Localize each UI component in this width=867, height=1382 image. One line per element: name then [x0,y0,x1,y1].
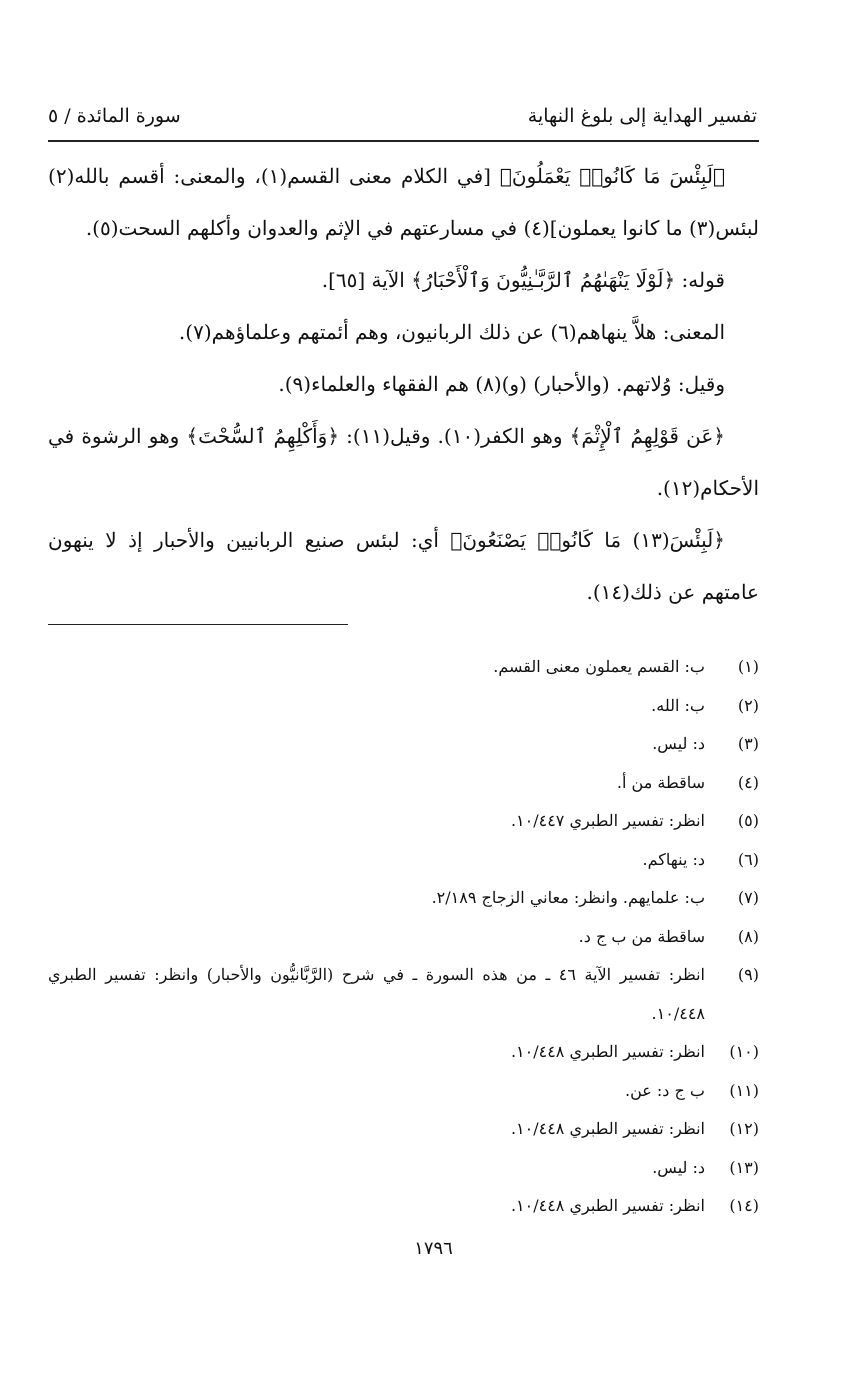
page-number: ١٧٩٦ [414,1238,453,1259]
footnote-number: (٩) [737,965,759,984]
footnote-text: ب: علمايهم. وانظر: معاني الزجاج ٢/١٨٩. [431,888,705,907]
footnote-item [48,879,759,918]
footnote-text: انظر: تفسير الطبري ١٠/٤٤٨. [510,1042,705,1061]
footnote-number: (٣) [737,734,759,753]
footnote-number: (١٤) [729,1196,759,1215]
footnote-text: ب ج د: عن. [625,1080,705,1100]
footnote-number: (١) [737,657,759,676]
footnote-number: (١١) [729,1080,759,1100]
footnote-item [48,802,759,841]
paragraph: ﴿عَن قَوْلِهِمُ ٱلْإِثْمَ﴾ وهو الكفر(١٠). وقيل(١١): ﴿وَأَكْلِهِمُ ٱلسُّحْتَ﴾ وهو الرشوة في الأحكام(١٢). [48,424,759,500]
footnote-number: (٥) [737,811,759,830]
footnote-text: د: ليس. [652,734,705,753]
footnote-item [48,687,759,726]
paragraph: المعنى: هلاَّ ينهاهم(٦) عن ذلك الربانيون، وهم أئمتهم وعلماؤهم(٧). [178,320,725,344]
footnote-item [48,648,759,687]
footnote-item [48,956,759,1033]
paragraph: قوله: ﴿لَوْلَا يَنْهَىٰهُمُ ٱلرَّبَّـٰنِيُّونَ وَٱلْأَحْبَارُ﴾ الآية [٦٥]. [321,268,725,292]
book-title: تفسير الهداية إلى بلوغ النهاية [527,105,757,127]
footnote-number: (٦) [737,849,759,869]
footnote-item [48,725,759,764]
header-divider [48,140,759,142]
footnote-number: (٧) [737,888,759,907]
footnote-text: ب: الله. [651,695,705,715]
footnote-number: (٨) [737,926,759,946]
footnote-text: ساقطة من ب ج د. [578,926,705,946]
surah-label: سورة المائدة / ٥ [48,105,181,127]
footnote-number: (٢) [737,695,759,715]
paragraph: ﴿لَبِئْسَ مَا كَانُوا۟ يَعْمَلُونَ﴾ [في الكلام معنى القسم(١)، والمعنى: أقسم بالله(٢) لبئس(٣) ما كانوا يعملون](٤) في مسارعتهم في الإثم والعدوان وأكلهم السحت(٥). [48,164,759,240]
footnote-number: (١٣) [729,1157,759,1177]
footnote-number: (٤) [737,772,759,792]
footnote-text: انظر: تفسير الطبري ١٠/٤٤٨. [510,1119,705,1138]
footnote-text: انظر: تفسير الآية ٤٦ ـ من هذه السورة ـ في شرح (الرَّبَّانيُّون والأحبار) وانظر: تفسير الطبري ١٠/٤٤٨. [48,965,705,1023]
main-text [48,150,759,618]
footnote-text: ب: القسم يعملون معنى القسم. [493,657,705,676]
footnote-number: (١٠) [729,1042,759,1061]
running-header [48,96,757,136]
footnote-item [48,764,759,803]
footnote-item [48,1072,759,1111]
footnote-item [48,1110,759,1149]
paragraph: ﴿لَبِئْسَ(١٣) مَا كَانُوا۟ يَصْنَعُونَ﴾ أي: لبئس صنيع الربانيين والأحبار إذ لا ينهون عامتهم عن ذلك(١٤). [48,528,759,604]
footnote-text: انظر: تفسير الطبري ١٠/٤٤٨. [510,1196,705,1215]
footnote-text: د: ينهاكم. [642,849,705,869]
footnote-item [48,1187,759,1226]
footnote-item [48,1149,759,1188]
footnote-number: (١٢) [729,1119,759,1138]
footnote-item [48,841,759,880]
footnote-text: د: ليس. [652,1157,705,1177]
footnote-item [48,1033,759,1072]
paragraph: وقيل: وُلاتهم. (والأحبار) (و)(٨) هم الفقهاء والعلماء(٩). [278,372,725,396]
footnote-text: انظر: تفسير الطبري ١٠/٤٤٧. [510,811,705,830]
footnote-item [48,918,759,957]
footnote-text: ساقطة من أ. [616,772,705,792]
footnote-divider [48,624,348,625]
footnotes-list [48,648,759,1226]
